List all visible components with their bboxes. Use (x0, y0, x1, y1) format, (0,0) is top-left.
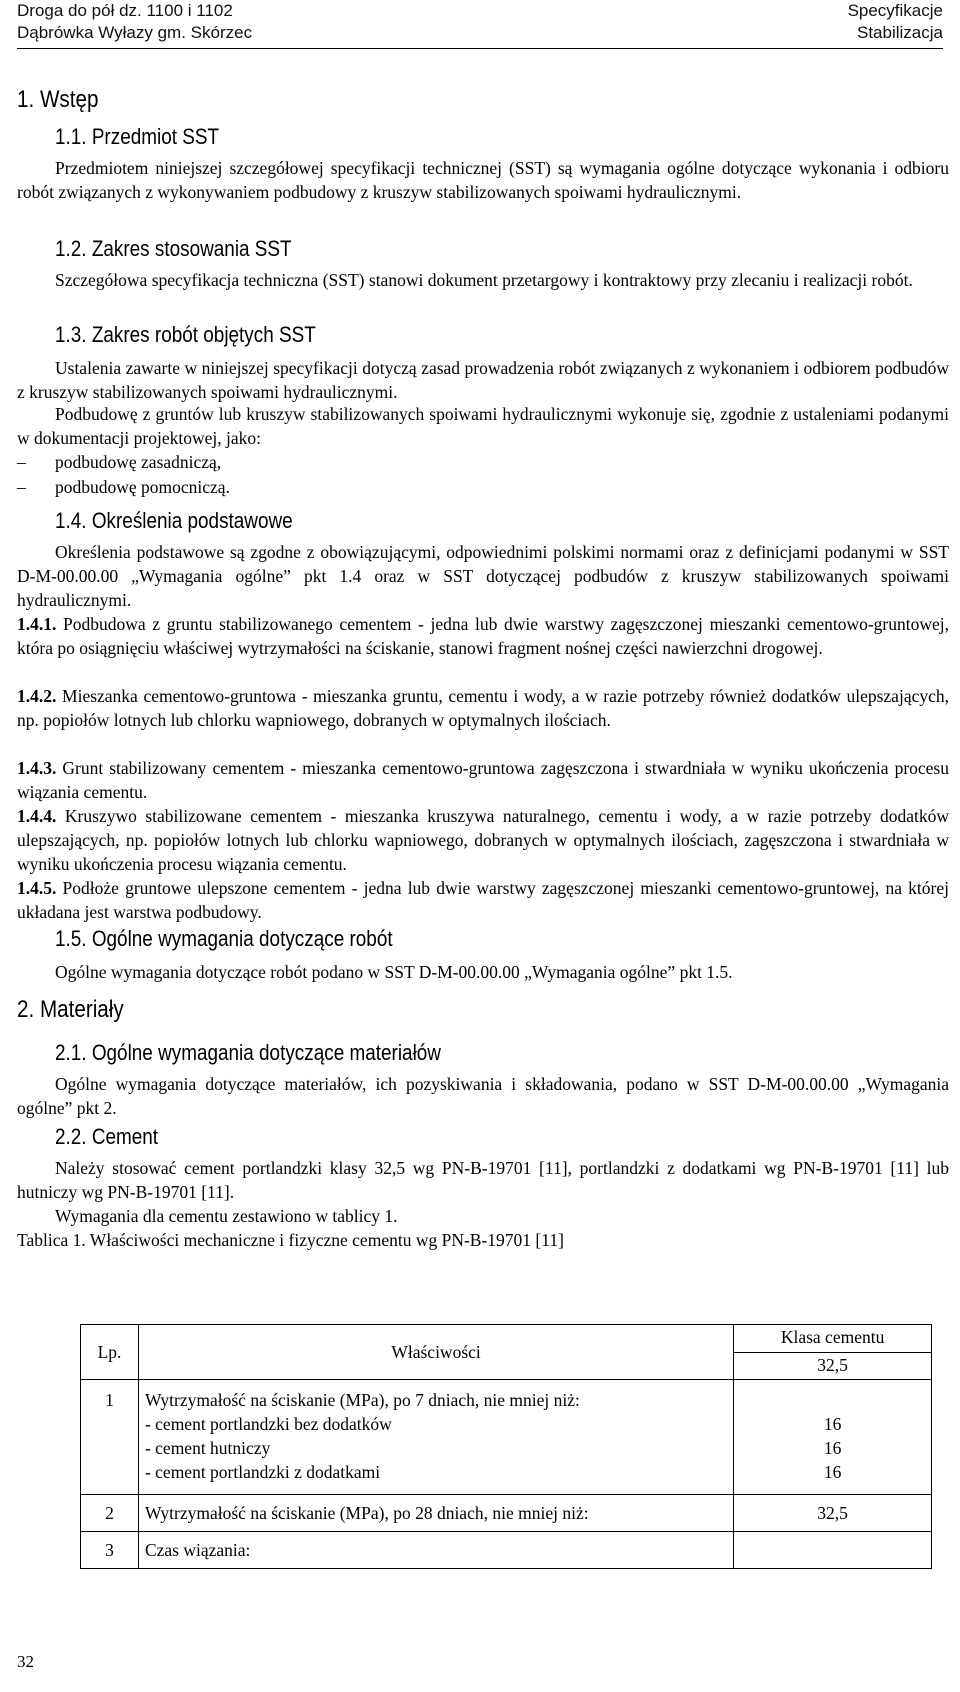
table-caption: Tablica 1. Właściwości mechaniczne i fizyczne cementu wg PN-B-19701 [11] (17, 1230, 564, 1250)
table-row (81, 1532, 932, 1569)
list-item-text: podbudowę pomocniczą. (55, 477, 230, 497)
paragraph-2-2b: Wymagania dla cementu zestawiono w tablicy 1. (55, 1206, 398, 1226)
definition-text: Podłoże gruntowe ulepszone cementem - jedna lub dwie warstwy zagęszczonej mieszanki cementowo-gruntowej, na której układana jest warstwa podbudowy. (17, 878, 949, 922)
heading-1-3: 1.3. Zakres robót objętych SST (55, 322, 316, 347)
property-item: - cement portlandzki bez dodatków (144, 1414, 392, 1434)
table-cell-value: 32,5 (734, 1495, 932, 1532)
table-cell-lp: 3 (81, 1532, 139, 1569)
value-item: 16 (823, 1414, 842, 1434)
definition-text: Grunt stabilizowany cementem - mieszanka cementowo-gruntowa zagęszczona i stwardniała w wyniku ukończenia procesu wiązania cementu. (17, 758, 949, 802)
table-cell-lp: 1 (81, 1380, 139, 1495)
definition-1-4-2 (17, 684, 949, 732)
table-header-class: Klasa cementu (734, 1325, 932, 1353)
table-header-class-value: 32,5 (734, 1352, 932, 1380)
header-section: Stabilizacja (857, 23, 943, 42)
header-road-title: Droga do pół dz. 1100 i 1102 (17, 1, 233, 20)
header-location: Dąbrówka Wyłazy gm. Skórzec (17, 23, 253, 42)
table-row (81, 1380, 932, 1495)
list-dash: – (17, 477, 26, 497)
table-header-properties: Właściwości (138, 1325, 733, 1380)
table-row (81, 1495, 932, 1532)
table-cell-property (138, 1380, 733, 1495)
cement-table (80, 1324, 932, 1569)
value-item: 16 (823, 1462, 842, 1482)
definition-text: Kruszywo stabilizowane cementem - mieszanka kruszywa naturalnego, cementu i wody, a w razie potrzeby dodatków ulepszających, np. popiołów lotnych lub chlorku wapniowego, dobranych w optymalnych ilościach, zagęszczona i stwardniała w wyniku ukończenia procesu wiązania cementu. (17, 806, 949, 874)
heading-2: 2. Materiały (17, 996, 124, 1023)
property-item: - cement portlandzki z dodatkami (144, 1462, 381, 1482)
paragraph-2-2: Należy stosować cement portlandzki klasy 32,5 wg PN-B-19701 [11], portlandzki z dodatkami wg PN-B-19701 [11] lub hutniczy wg PN-B-19701 [11]. (17, 1158, 949, 1202)
table-header-lp: Lp. (81, 1325, 139, 1380)
definition-1-4-1 (17, 612, 949, 660)
header-right (848, 0, 943, 44)
value-item: 16 (823, 1438, 842, 1458)
definition-text: Mieszanka cementowo-gruntowa - mieszanka gruntu, cementu i wody, a w razie potrzeby również dodatków ulepszających, np. popiołów lotnych lub chlorku wapniowego, dobranych w optymalnych ilościach. (17, 686, 949, 730)
definition-number: 1.4.2. (17, 686, 57, 706)
heading-2-2: 2.2. Cement (55, 1124, 159, 1149)
heading-2-1: 2.1. Ogólne wymagania dotyczące materiałów (55, 1040, 441, 1065)
table-cell-lp: 2 (81, 1495, 139, 1532)
table-cell-value (734, 1532, 932, 1569)
paragraph-1-2: Szczegółowa specyfikacja techniczna (SST) stanowi dokument przetargowy i kontraktowy przy zlecaniu i realizacji robót. (55, 270, 913, 290)
property-item: - cement hutniczy (144, 1438, 271, 1458)
header-left (17, 0, 252, 44)
header-doc-type: Specyfikacje (847, 1, 943, 20)
definition-number: 1.4.3. (17, 758, 57, 778)
heading-1-5: 1.5. Ogólne wymagania dotyczące robót (55, 926, 393, 951)
paragraph-1-3b: Podbudowę z gruntów lub kruszyw stabilizowanych spoiwami hydraulicznymi wykonuje się, zgodnie z ustaleniami podanymi w dokumentacji projektowej, jako: (17, 404, 949, 448)
definition-text: Podbudowa z gruntu stabilizowanego cementem - jedna lub dwie warstwy zagęszczonej mieszanki cementowo-gruntowej, która po osiągnięciu właściwej wytrzymałości na ściskanie, stanowi fragment nośnej części nawierzchni drogowej. (17, 614, 949, 658)
definition-number: 1.4.1. (17, 614, 57, 634)
definition-1-4-4 (17, 804, 949, 876)
table-cell-property: Wytrzymałość na ściskanie (MPa), po 28 dniach, nie mniej niż: (138, 1495, 733, 1532)
paragraph-1-3a: Ustalenia zawarte w niniejszej specyfikacji dotyczą zasad prowadzenia robót związanych z wykonaniem i odbiorem podbudów z kruszyw stabilizowanych spoiwami hydraulicznymi. (17, 358, 949, 402)
heading-1: 1. Wstęp (17, 86, 99, 113)
list-item-text: podbudowę zasadniczą, (55, 452, 222, 472)
paragraph-2-1: Ogólne wymagania dotyczące materiałów, ich pozyskiwania i składowania, podano w SST D-M-00.00.00 „Wymagania ogólne” pkt 2. (17, 1074, 949, 1118)
property-text: Wytrzymałość na ściskanie (MPa), po 7 dniach, nie mniej niż: (144, 1390, 580, 1410)
table-cell-value (734, 1380, 932, 1495)
definition-1-4-5 (17, 876, 949, 924)
page-number: 32 (17, 1652, 34, 1671)
list-item (17, 450, 221, 474)
heading-1-1: 1.1. Przedmiot SST (55, 124, 220, 149)
heading-1-2: 1.2. Zakres stosowania SST (55, 236, 292, 261)
definition-number: 1.4.5. (17, 878, 57, 898)
table-row (81, 1325, 932, 1353)
header-divider (17, 48, 943, 49)
paragraph-1-1: Przedmiotem niniejszej szczegółowej specyfikacji technicznej (SST) są wymagania ogólne dotyczące wykonania i odbioru robót związanych z wykonywaniem podbudowy z kruszyw stabilizowanych spoiwami hydraulicznymi. (17, 158, 949, 202)
list-item (17, 475, 230, 499)
definition-number: 1.4.4. (17, 806, 57, 826)
paragraph-1-4: Określenia podstawowe są zgodne z obowiązującymi, odpowiednimi polskimi normami oraz z definicjami podanymi w SST D-M-00.00.00 „Wymagania ogólne” pkt 1.4 oraz w SST dotyczącej podbudów z kruszyw stabilizowanych spoiwami hydraulicznymi. (17, 542, 949, 610)
heading-1-4: 1.4. Określenia podstawowe (55, 508, 293, 533)
paragraph-1-5: Ogólne wymagania dotyczące robót podano w SST D-M-00.00.00 „Wymagania ogólne” pkt 1.5. (55, 962, 733, 982)
list-dash: – (17, 452, 26, 472)
table-cell-property: Czas wiązania: (138, 1532, 733, 1569)
definition-1-4-3 (17, 756, 949, 804)
